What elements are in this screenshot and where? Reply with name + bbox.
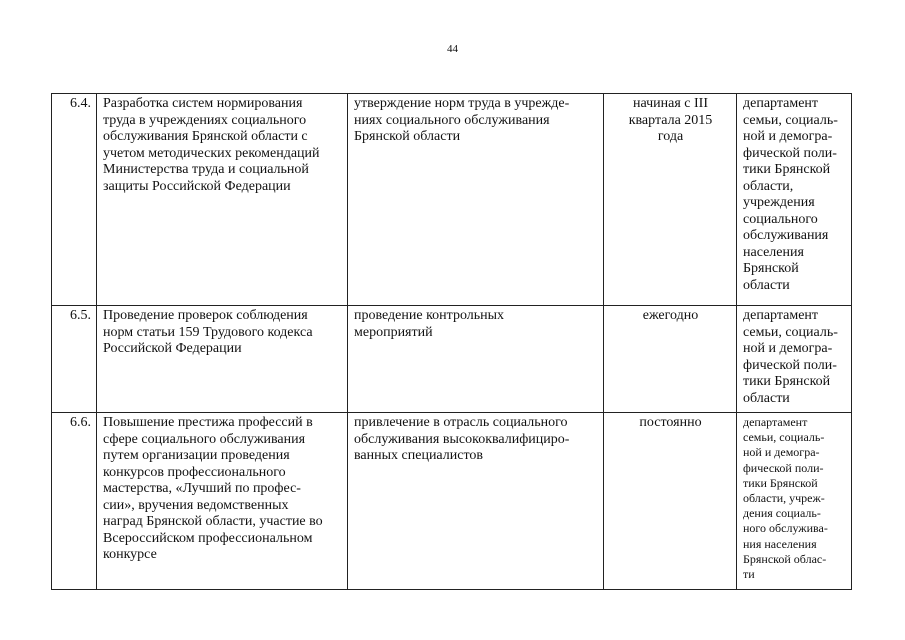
measure-cell (97, 94, 348, 306)
measure-cell (97, 306, 348, 413)
page-number: 44 (447, 43, 458, 55)
row-number: 6.6. (52, 413, 97, 590)
measure-text: Проведение проверок соблюдения норм статьи 159 Трудового кодекса Российской Федерации (103, 308, 313, 356)
measure-text: Разработка систем нормирования труда в учреждениях социального обслуживания Брянской области с учетом методических рекомендаций Министерства труда и социальной защиты Российской Федерации (103, 96, 320, 194)
table-row (52, 94, 852, 306)
table-row (52, 306, 852, 413)
term-cell (604, 413, 737, 590)
measures-table (51, 93, 852, 590)
row-number: 6.4. (52, 94, 97, 306)
row-number: 6.5. (52, 306, 97, 413)
result-text: привлечение в отрасль социального обслуживания высококвалифициро- ванных специалистов (354, 415, 570, 463)
term-text: начиная с III квартала 2015 года (628, 96, 713, 144)
responsible-cell (737, 94, 852, 306)
measure-cell (97, 413, 348, 590)
table-row (52, 413, 852, 590)
term-text: ежегодно (642, 308, 699, 323)
term-cell (604, 94, 737, 306)
responsible-text: департамент семьи, социаль- ной и демогра- фической поли- тики Брянской области (743, 308, 838, 406)
responsible-cell (737, 413, 852, 590)
responsible-text: департамент семьи, социаль- ной и демогра- фической поли- тики Брянской области, учреждения социального обслуживания населения Брянской области (743, 96, 838, 293)
measure-text: Повышение престижа профессий в сфере социального обслуживания путем организации проведения конкурсов профессионального мастерства, «Лучший по профес- сии», вручения ведомственных наград Брянской области, участие во Всероссийском профессиональном конкурсе (103, 415, 323, 562)
result-cell (348, 306, 604, 413)
responsible-cell (737, 306, 852, 413)
result-text: проведение контрольных мероприятий (354, 308, 505, 340)
responsible-text: департамент семьи, социаль- ной и демогра- фической поли- тики Брянской области, учреж- дения социаль- ного обслужива- ния населения Брянской облас- ти (743, 415, 828, 582)
term-cell (604, 306, 737, 413)
result-text: утверждение норм труда в учрежде- ниях социального обслуживания Брянской области (354, 96, 570, 144)
result-cell (348, 94, 604, 306)
term-text: постоянно (639, 415, 702, 430)
result-cell (348, 413, 604, 590)
